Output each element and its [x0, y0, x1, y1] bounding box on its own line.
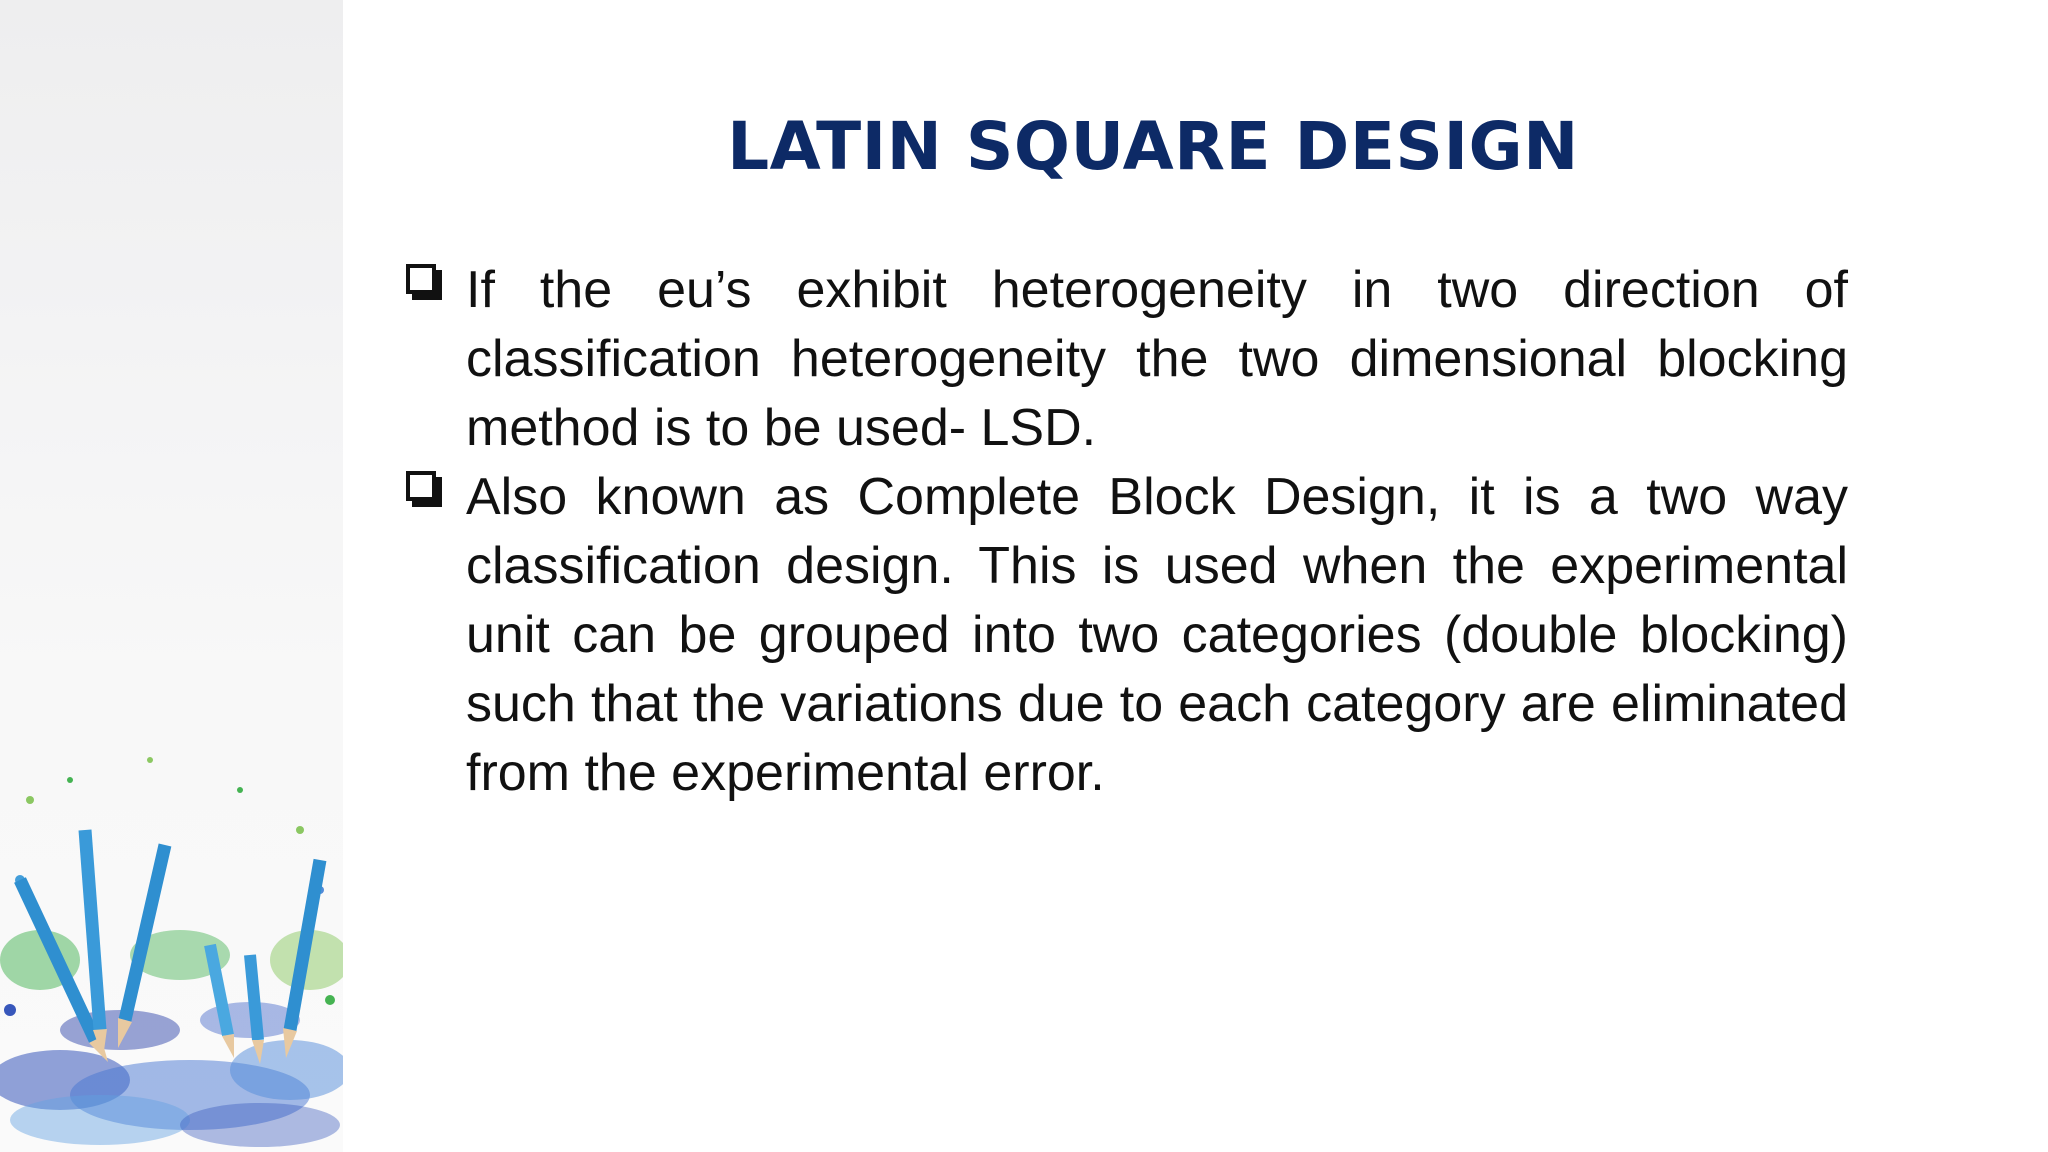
bullet-list — [400, 256, 1848, 808]
colored-pencils-image — [0, 0, 343, 1152]
hollow-square-bullet-icon — [406, 264, 436, 294]
bullet-text: Also known as Complete Block Design, it is a two way classification design. This is used when the experimental unit can be grouped into two categories (double blocking) such that the variations due to each category are eliminated from the experimental error. — [466, 468, 1848, 802]
bullet-item — [400, 256, 1848, 463]
side-decoration-panel — [0, 0, 343, 1152]
hollow-square-bullet-icon — [406, 471, 436, 501]
slide-title: LATIN SQUARE DESIGN — [727, 108, 1579, 185]
bullet-text: If the eu’s exhibit heterogeneity in two direction of classification heterogeneity the two dimensional blocking method is to be used- LSD. — [466, 261, 1848, 457]
bullet-item — [400, 463, 1848, 808]
